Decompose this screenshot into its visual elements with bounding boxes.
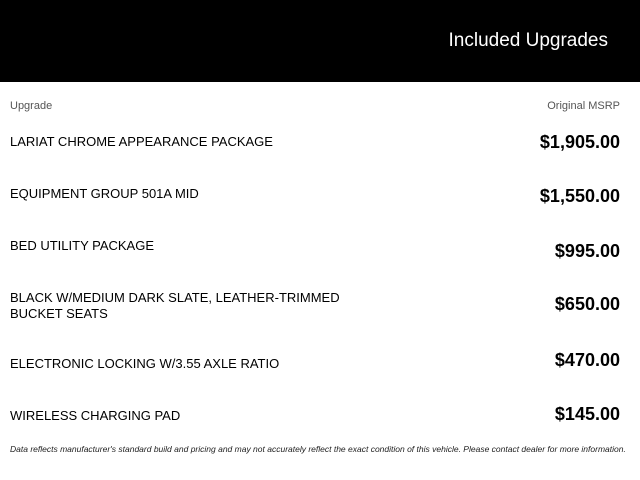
upgrade-price: $1,550.00 (539, 186, 620, 206)
upgrade-price: $145.00 (554, 404, 620, 424)
upgrade-price: $1,905.00 (539, 132, 620, 152)
msrp-column-header: Original MSRP (547, 100, 620, 112)
page-title: Included Upgrades (448, 30, 608, 51)
upgrade-name: BED UTILITY PACKAGE (10, 238, 155, 253)
upgrade-name: EQUIPMENT GROUP 501A MID (10, 186, 199, 201)
upgrade-price: $995.00 (554, 241, 620, 261)
upgrade-price: $650.00 (554, 294, 620, 314)
upgrade-name: LARIAT CHROME APPEARANCE PACKAGE (10, 134, 273, 149)
pricing-disclaimer: Data reflects manufacturer's standard build and pricing and may not accurately reflect the exact condition of this vehicle. Please contact dealer for more information. (10, 444, 626, 454)
page-header (0, 0, 640, 82)
upgrade-name: BLACK W/MEDIUM DARK SLATE, LEATHER-TRIMMED BUCKET SEATS (10, 290, 340, 321)
upgrade-price: $470.00 (554, 350, 620, 370)
upgrade-name: WIRELESS CHARGING PAD (10, 408, 181, 423)
upgrade-column-header: Upgrade (10, 100, 53, 112)
upgrade-name: ELECTRONIC LOCKING W/3.55 AXLE RATIO (10, 356, 280, 371)
